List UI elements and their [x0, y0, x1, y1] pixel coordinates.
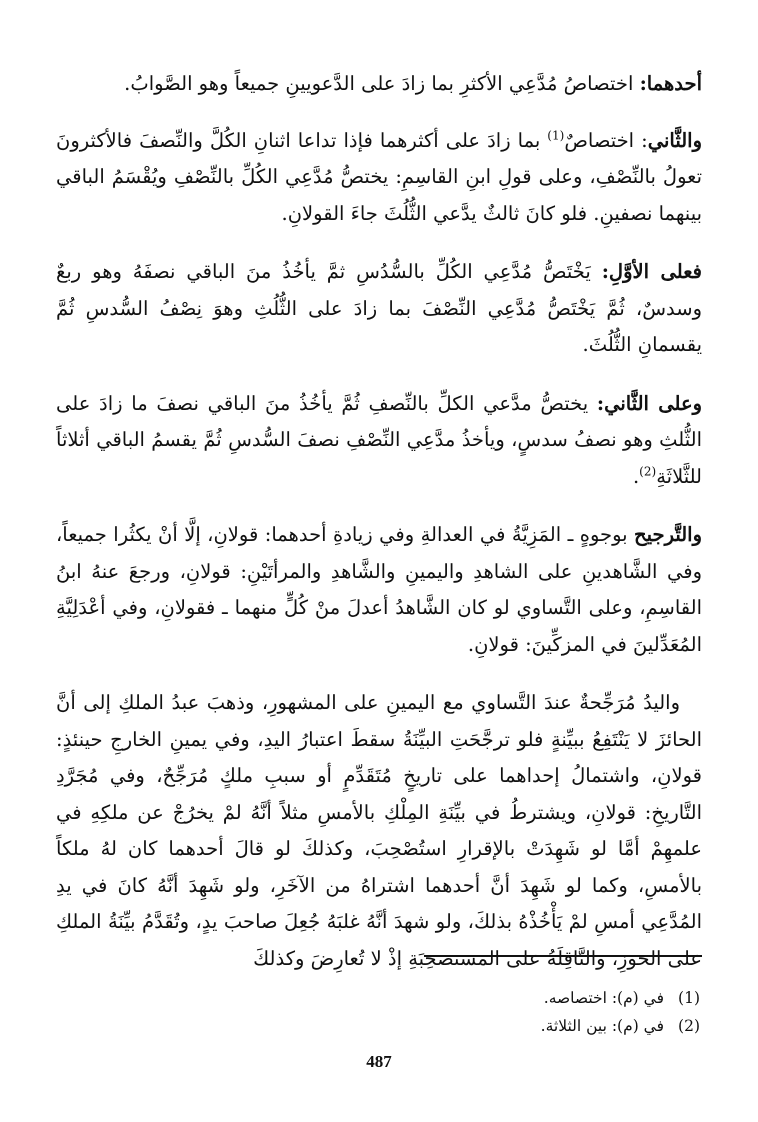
footnote-2-number: (2)	[678, 1017, 700, 1035]
paragraph-3-lead: فعلى الأوَّلِ:	[601, 260, 702, 283]
paragraph-2	[56, 123, 702, 233]
footnote-ref-2[interactable]: (2)	[639, 464, 657, 478]
paragraph-6	[56, 685, 702, 977]
footnote-1-number: (1)	[678, 989, 700, 1007]
footnote-2	[541, 1012, 700, 1040]
footnote-2-text: في (م): بين الثلاثة.	[540, 1017, 664, 1035]
paragraph-4	[56, 386, 702, 496]
paragraph-2-text-a: : اختصاصٌ	[564, 128, 648, 152]
page-number: 487	[366, 1052, 392, 1071]
paragraph-5-text: بوجوهٍ ـ المَزِيَّةُ في العدالةِ وفي زيادةِ أحدهما: قولانِ، إلَّا أنْ يكثُرا جميعاً، وفي الشَّاهدينِ على الشاهدِ واليمينِ والشَّاهدِ والمرأتَيْنِ: قولانِ، ورجعَ عنهُ ابنُ القاسِمِ، وعلى التَّساوي لو كان الشَّاهدُ أعدلَ منْ كُلٍّ منهما ـ فقولانِ، وفي أعْدَلِيَّةِ المُعَدِّلينَ في المزكِّينَ: قولانِ.	[56, 523, 702, 656]
paragraph-4-text-b: .	[632, 464, 640, 488]
paragraph-5	[56, 517, 702, 663]
paragraph-1	[56, 66, 702, 103]
paragraph-4-text-a: يختصُّ مدَّعي الكلِّ بالنِّصفِ ثُمَّ يأخُذُ منَ الباقي نصفَ ما زادَ على الثُّلثِ وهو نصفُ سدسٍ، ويأخذُ مدَّعِي النِّصْفِ نصفَ السُّدسِ ثُمَّ يقسمُ الباقي أثلاثاً للثَّلاثَةِ	[56, 391, 702, 488]
paragraph-4-lead: وعلى الثَّاني:	[596, 391, 702, 415]
footnote-1	[541, 984, 700, 1012]
page-body	[56, 66, 702, 999]
paragraph-3	[56, 254, 702, 364]
paragraph-2-lead: والثَّاني	[647, 128, 702, 152]
paragraph-1-lead: أحدهما:	[639, 72, 702, 95]
footnote-1-text: في (م): اختصاصه.	[543, 989, 664, 1007]
paragraph-5-lead: والتَّرجيح	[634, 523, 702, 546]
paragraph-3-text: يَخْتَصُّ مُدَّعِي الكُلِّ بالسُّدُسِ ثمَّ يأخُذُ منَ الباقي نصفَهُ وهو ربعٌ وسدسٌ، ثُمَّ يَخْتَصُّ مُدَّعِي النِّصْفَ بما زادَ على الثُّلُثِ وهوَ نِصْفُ السُّدسِ ثُمَّ يقسمانِ الثُّلُثَ.	[56, 260, 702, 356]
footnote-divider	[424, 955, 702, 957]
paragraph-1-text: اختصاصُ مُدَّعِي الأكثرِ بما زادَ على الدَّعويينِ جميعاً وهو الصَّوابُ.	[124, 72, 640, 95]
paragraph-2-text-b: بما زادَ على أكثرهما فإذا تداعا اثنانِ الكُلَّ والنِّصفَ فالأكثرونَ تعولُ بالنِّصْفِ، وعلى قولِ ابنِ القاسِمِ: يختصُّ مُدَّعِي الكُلِّ بالنِّصْفِ ويُقْسَمُ الباقي بينهما نصفينِ. فلو كانَ ثالثٌ يدَّعي الثُّلُثَ جاءَ القولانِ.	[56, 128, 702, 225]
paragraph-6-text: واليدُ مُرَجِّحةٌ عندَ التَّساوي مع اليمينِ على المشهورِ، وذهبَ عبدُ الملكِ إلى أنَّ الحائزَ لا يَنْتَفِعُ ببيِّنةٍ فلو ترجَّحَتِ البيِّنَةُ سقطَ اعتبارُ اليدِ، وفي يمينِ الخارجِ حينئذٍ: قولانِ، واشتمالُ إحداهما على تاريخٍ مُتَقَدِّمٍ أو سببِ ملكٍ مُرَجِّحٌ، وفي مُجَرَّدِ التَّاريخِ: قولانِ، ويشترطُ في بيِّنَةِ المِلْكِ بالأمسِ مثلاً أنَّهُ لمْ يخرُجْ عن ملكِهِ في علمهِمْ أمَّا لو شَهِدَتْ بالإقرارِ استُصْحِبَ، وكذلكَ لو قالَ أحدهما كان لهُ ملكاً بالأمسِ، وكما لو شَهِدَ أنَّ أحدهما اشتراهُ من الآخَرِ، ولو شَهِدَ أنَّهُ كانَ في يدِ المُدَّعِي أمسِ لمْ يَأْخُذْهُ بذلكَ، ولو شهدَ أنَّهُ غلبَهُ جُعِلَ صاحبَ يدٍ، وتُقَدَّمُ بيِّنَةُ الملكِ على الحوزِ، والنَّاقِلَةُ على المستصحِبَةِ إذْ لا تُعارِضَ وكذلكَ	[56, 691, 702, 970]
footnotes	[541, 984, 700, 1040]
footnote-ref-1[interactable]: (1)	[547, 128, 565, 142]
